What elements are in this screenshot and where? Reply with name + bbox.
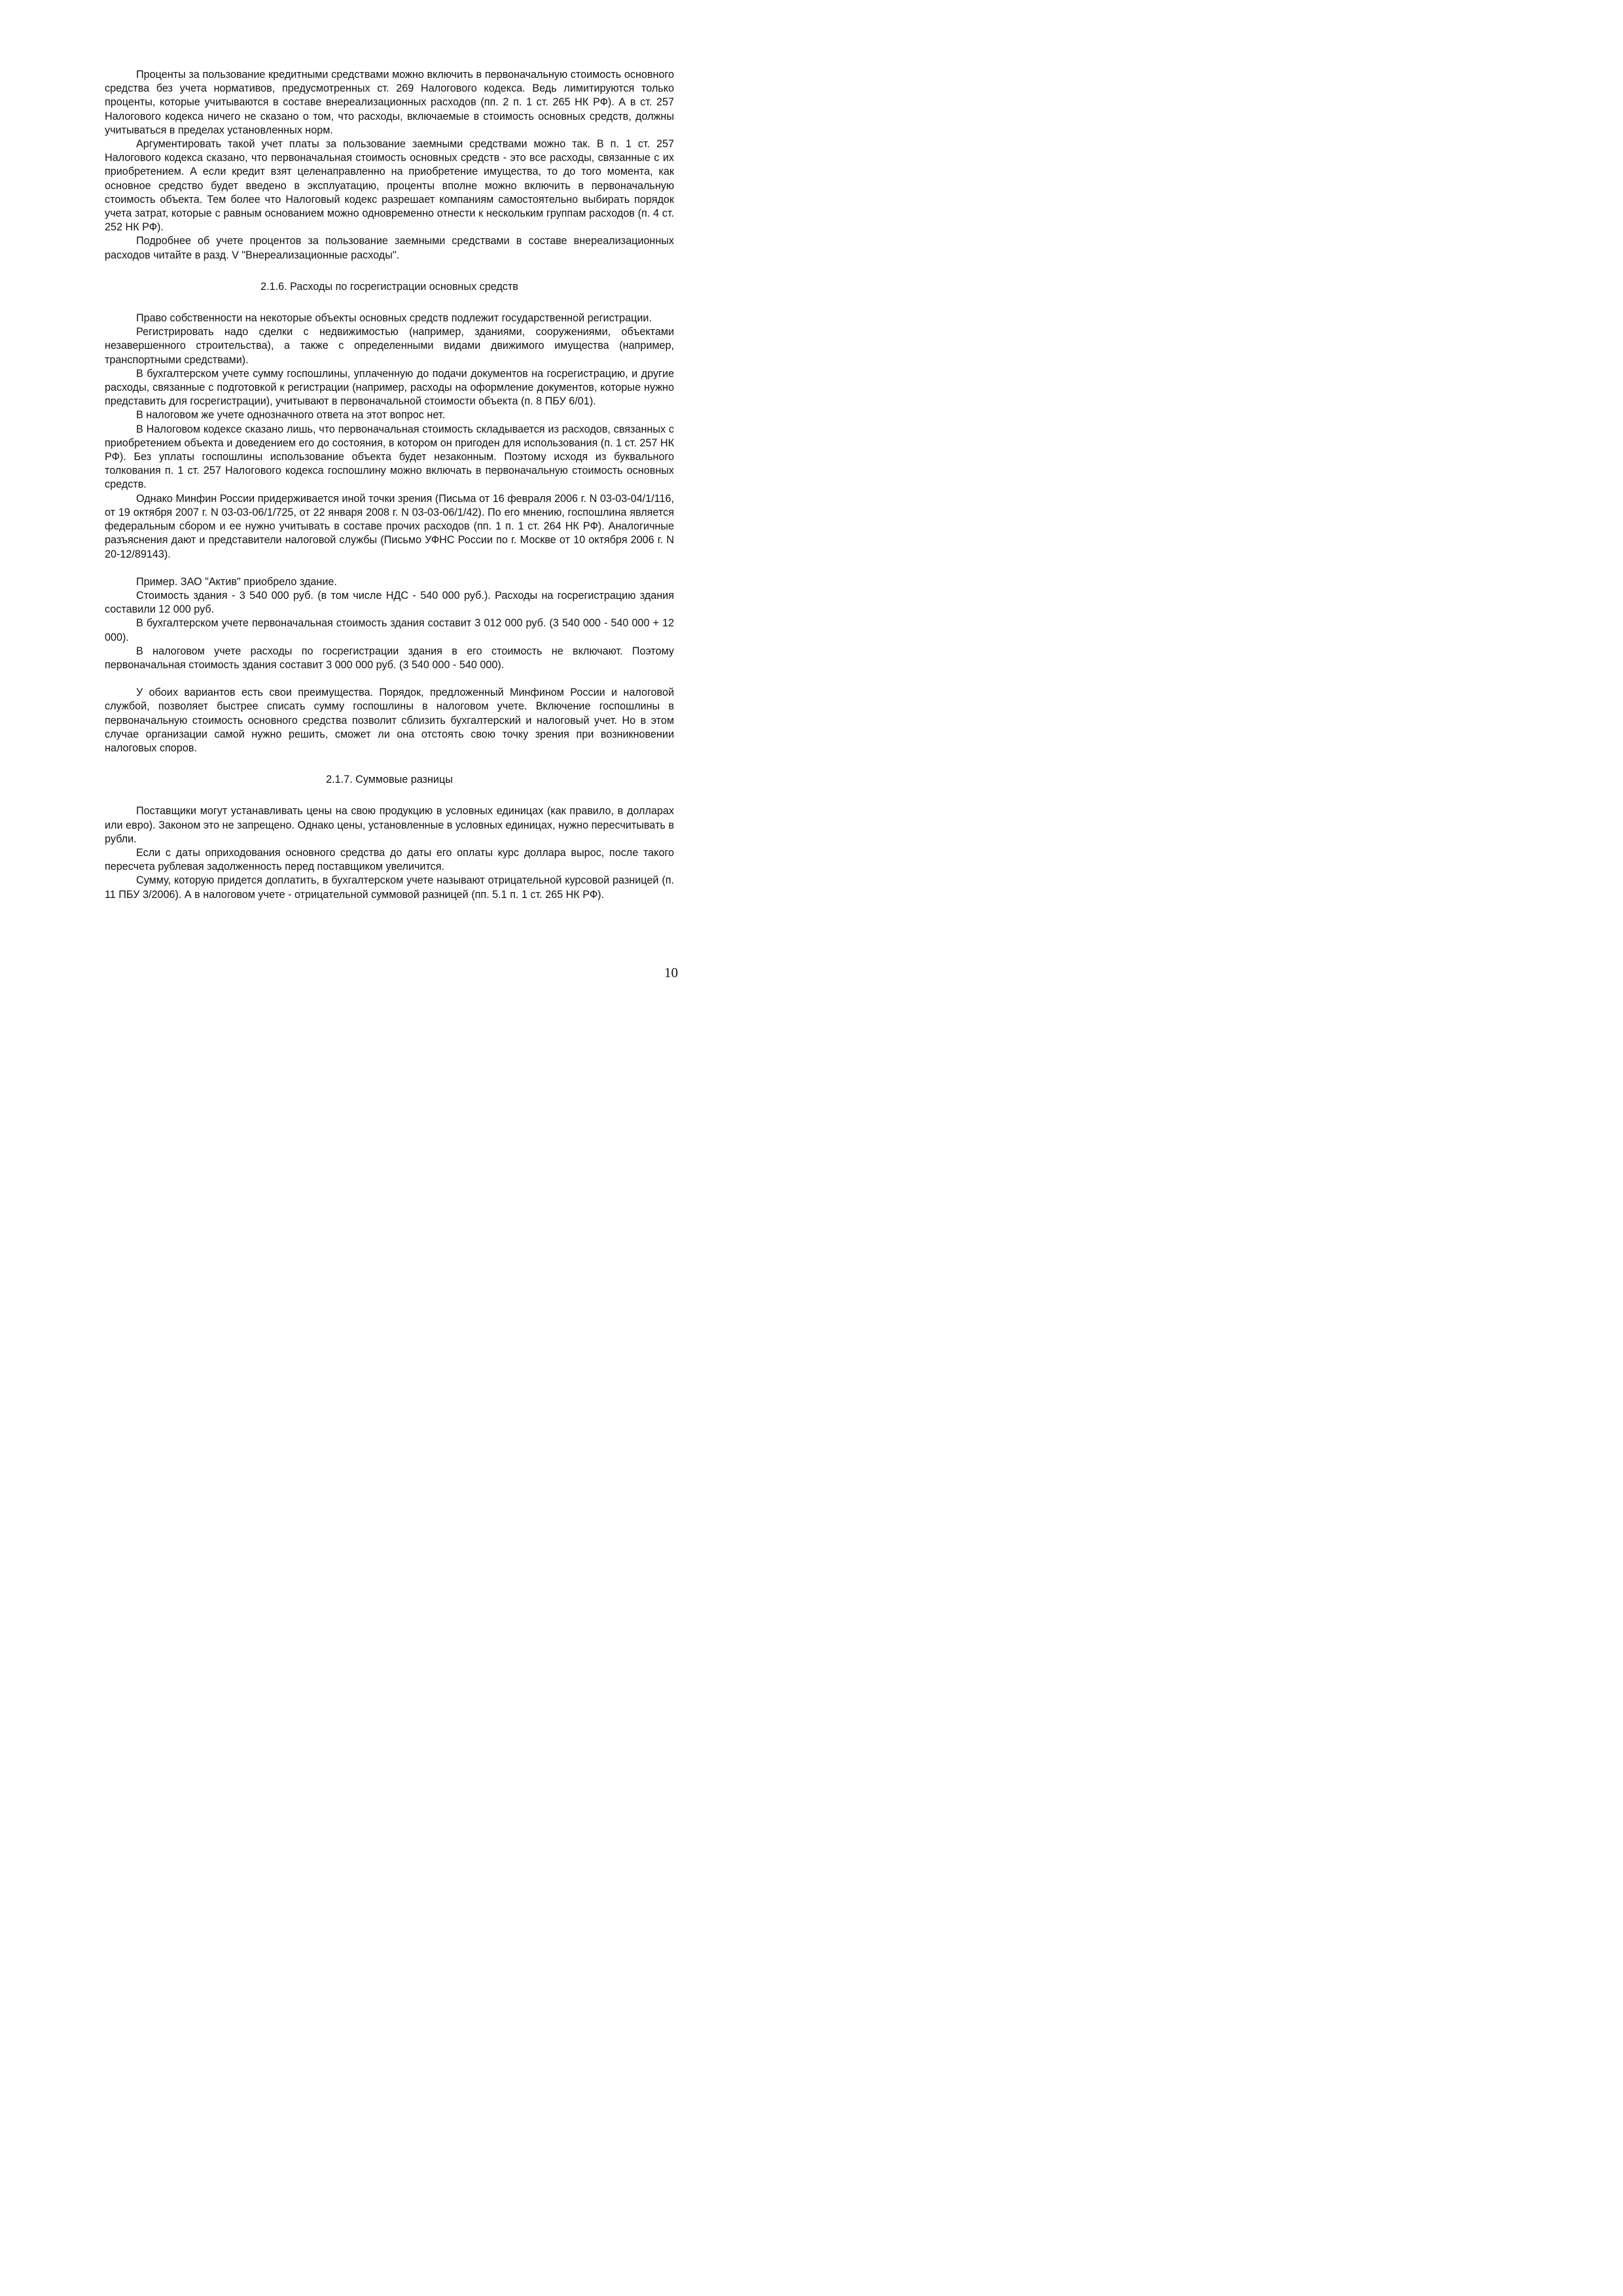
- section-heading-sum-differences: 2.1.7. Суммовые разницы: [326, 774, 453, 786]
- paragraph-sum-differences-negative: Сумму, которую придется доплатить, в бухгалтерском учете называют отрицательной курсовой разницей (п. 11 ПБУ 3/2006). А в налоговом учете - отрицательной суммовой разницей (пп. 5.1 п. 1 ст. 265 НК РФ).: [105, 874, 674, 901]
- paragraph-registration-accounting: В бухгалтерском учете сумму госпошлины, уплаченную до подачи документов на госрегистрацию, и другие расходы, связанные с подготовкой к регистрации (например, расходы на оформление документов, которые нужно представить для госрегистрации), учитывают в первоначальной стоимости объекта (п. 8 ПБУ 6/01).: [105, 367, 674, 408]
- paragraph-registration-code: В Налоговом кодексе сказано лишь, что первоначальная стоимость складывается из расходов, связанных с приобретением объекта и доведением его до состояния, в котором он пригоден для использования (п. 1 ст. 257 НК РФ). Без уплаты госпошлины использование объекта будет незаконным. Поэтому исходя из буквального толкования п. 1 ст. 257 Налогового кодекса госпошлину можно включать в первоначальную стоимость основных средств.: [105, 423, 674, 491]
- paragraph-sum-differences-units: Поставщики могут устанавливать цены на свою продукцию в условных единицах (как правило, в долларах или евро). Законом это не запрещено. Однако цены, установленные в условных единицах, нужно пересчитывать в рубли.: [105, 805, 674, 845]
- page-number: 10: [664, 965, 678, 980]
- document-page: [105, 68, 674, 902]
- example-cost: Стоимость здания - 3 540 000 руб. (в том числе НДС - 540 000 руб.). Расходы на госрегистрацию здания составили 12 000 руб.: [105, 589, 674, 616]
- paragraph-interest-argument: Аргументировать такой учет платы за пользование заемными средствами можно так. В п. 1 ст. 257 Налогового кодекса сказано, что первоначальная стоимость основных средств - это все расходы, связанные с их приобретением. А если кредит взят целенаправленно на приобретение имущества, то до того момента, как основное средство будет введено в эксплуатацию, проценты вполне можно включить в первоначальную стоимость объекта. Тем более что Налоговый кодекс разрешает компаниям самостоятельно выбирать порядок учета затрат, которые с равным основанием можно одновременно отнести к нескольким группам расходов (п. 4 ст. 252 НК РФ).: [105, 138, 674, 234]
- paragraph-registration-conclusion: У обоих вариантов есть свои преимущества. Порядок, предложенный Минфином России и налоговой службой, позволяет быстрее списать сумму госпошлины в налоговом учете. Включение госпошлины в первоначальную стоимость основного средства позволит сблизить бухгалтерский и налоговый учет. Но в этом случае организации самой нужно решить, сможет ли она отстоять свою точку зрения при возникновении налоговых споров.: [105, 687, 674, 754]
- paragraph-registration-right: Право собственности на некоторые объекты основных средств подлежит государственной регистрации.: [136, 312, 652, 325]
- paragraph-interest-inclusion: Проценты за пользование кредитными средствами можно включить в первоначальную стоимость основного средства без учета нормативов, предусмотренных ст. 269 Налогового кодекса. Ведь лимитируются только проценты, которые учитываются в составе внереализационных расходов (пп. 2 п. 1 ст. 265 НК РФ). А в ст. 257 Налогового кодекса ничего не сказано о том, что расходы, включаемые в стоимость основных средств, должны учитываться в пределах установленных норм.: [105, 69, 674, 136]
- paragraph-registration-minfin: Однако Минфин России придерживается иной точки зрения (Письма от 16 февраля 2006 г. N 03-03-04/1/116, от 19 октября 2007 г. N 03-03-06/1/725, от 22 января 2008 г. N 03-03-06/1/42). По его мнению, госпошлина является федеральным сбором и ее нужно учитывать в составе прочих расходов (пп. 1 п. 1 ст. 264 НК РФ). Аналогичные разъяснения дают и представители налоговой службы (Письмо УФНС России по г. Москве от 10 октября 2006 г. N 20-12/89143).: [105, 492, 674, 560]
- paragraph-registration-deals: Регистрировать надо сделки с недвижимостью (например, зданиями, сооружениями, объектами незавершенного строительства), а также с определенными видами движимого имущества (например, транспортными средствами).: [105, 326, 674, 366]
- example-accounting: В бухгалтерском учете первоначальная стоимость здания составит 3 012 000 руб. (3 540 000 - 540 000 + 12 000).: [105, 617, 674, 643]
- paragraph-sum-differences-rate: Если с даты оприходования основного средства до даты его оплаты курс доллара вырос, после такого пересчета рублевая задолженность перед поставщиком увеличится.: [105, 846, 674, 873]
- paragraph-registration-tax: В налоговом же учете однозначного ответа на этот вопрос нет.: [136, 409, 445, 422]
- section-heading-registration: 2.1.6. Расходы по госрегистрации основных средств: [260, 280, 518, 293]
- example-tax: В налоговом учете расходы по госрегистрации здания в его стоимость не включают. Поэтому первоначальная стоимость здания составит 3 000 000 руб. (3 540 000 - 540 000).: [105, 645, 674, 671]
- paragraph-interest-reference: Подробнее об учете процентов за пользование заемными средствами в составе внереализационных расходов читайте в разд. V "Внереализационные расходы".: [105, 235, 674, 261]
- example-title: Пример. ЗАО "Актив" приобрело здание.: [136, 575, 337, 588]
